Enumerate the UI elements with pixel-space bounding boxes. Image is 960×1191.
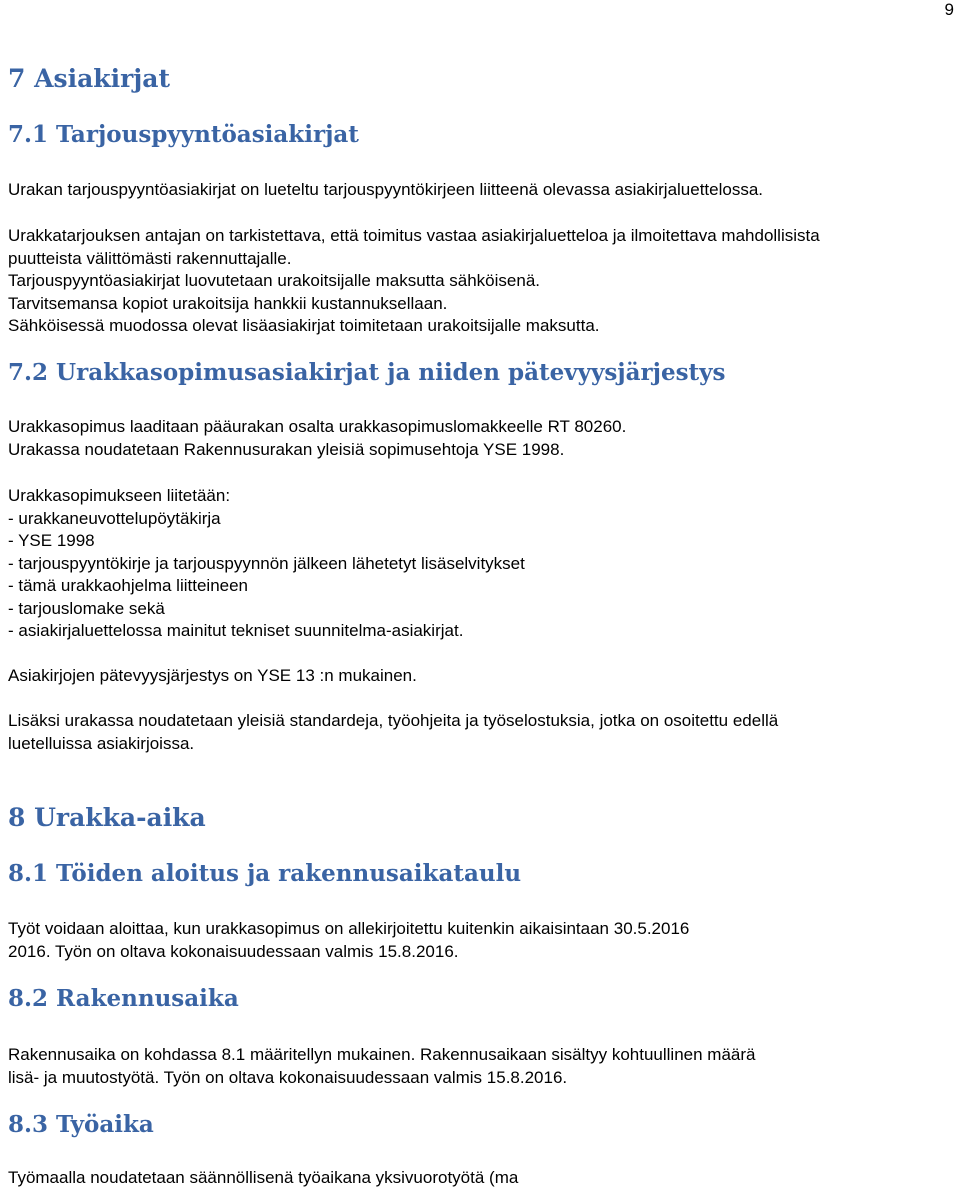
paragraph-7-2-attachments xyxy=(8,485,525,643)
list-intro: Urakkasopimukseen liitetään: xyxy=(8,486,231,505)
paragraph-7-2-contract xyxy=(8,416,626,461)
list-item: - urakkaneuvottelupöytäkirja xyxy=(8,508,221,528)
list-item: - YSE 1998 xyxy=(8,531,95,550)
text-line: Sähköisessä muodossa olevat lisäasiakirjat toimitetaan urakoitsijalle maksutta. xyxy=(8,316,600,335)
list-item: - asiakirjaluettelossa mainitut tekniset suunnitelma-asiakirjat. xyxy=(8,621,464,640)
text-line: Urakassa noudatetaan Rakennusurakan yleisiä sopimusehtoja YSE 1998. xyxy=(8,439,565,459)
paragraph-7-2-precedence: Asiakirjojen pätevyysjärjestys on YSE 13 :n mukainen. xyxy=(8,666,417,685)
paragraph-8-3: Työmaalla noudatetaan säännöllisenä työaikana yksivuorotyötä (ma xyxy=(8,1168,519,1187)
text-line: lisä- ja muutostyötä. Työn on oltava kokonaisuudessaan valmis 15.8.2016. xyxy=(8,1067,568,1087)
list-item: - tämä urakkaohjelma liitteineen xyxy=(8,576,249,595)
text-line: luetelluissa asiakirjoissa. xyxy=(8,733,195,753)
subsection-title-8-2: 8.2 Rakennusaika xyxy=(8,985,239,1012)
text-line: Työt voidaan aloittaa, kun urakkasopimus on allekirjoitettu kuitenkin aikaisintaan 30.5.2016 xyxy=(8,919,690,938)
section-title-7: 7 Asiakirjat xyxy=(8,64,171,93)
subsection-title-7-1: 7.1 Tarjouspyyntöasiakirjat xyxy=(8,121,359,148)
paragraph-7-1-intro: Urakan tarjouspyyntöasiakirjat on lueteltu tarjouspyyntökirjeen liitteenä olevassa asiakirjaluettelossa. xyxy=(8,180,764,199)
subsection-title-7-2: 7.2 Urakkasopimusasiakirjat ja niiden pätevyysjärjestys xyxy=(8,359,726,386)
paragraph-7-1-details xyxy=(8,225,820,338)
page-number: 9 xyxy=(944,0,954,19)
text-line: Urakkasopimus laaditaan pääurakan osalta urakkasopimuslomakkeelle RT 80260. xyxy=(8,417,627,436)
text-line: puutteista välittömästi rakennuttajalle. xyxy=(8,248,292,268)
text-line: Tarjouspyyntöasiakirjat luovutetaan urakoitsijalle maksutta sähköisenä. xyxy=(8,271,541,290)
text-line: Rakennusaika on kohdassa 8.1 määritellyn mukainen. Rakennusaikaan sisältyy kohtuullinen määrä xyxy=(8,1045,756,1064)
subsection-title-8-3: 8.3 Työaika xyxy=(8,1111,154,1138)
section-title-8: 8 Urakka-aika xyxy=(8,803,206,832)
text-line: 2016. Työn on oltava kokonaisuudessaan valmis 15.8.2016. xyxy=(8,941,459,961)
list-item: - tarjouslomake sekä xyxy=(8,598,165,618)
paragraph-8-2 xyxy=(8,1044,756,1089)
subsection-title-8-1: 8.1 Töiden aloitus ja rakennusaikataulu xyxy=(8,860,522,887)
text-line: Lisäksi urakassa noudatetaan yleisiä standardeja, työohjeita ja työselostuksia, jotka on osoitettu edellä xyxy=(8,711,779,730)
text-line: Urakkatarjouksen antajan on tarkistettava, että toimitus vastaa asiakirjaluetteloa ja ilmoitettava mahdollisista xyxy=(8,226,820,245)
paragraph-7-2-standards xyxy=(8,710,778,755)
list-item: - tarjouspyyntökirje ja tarjouspyynnön jälkeen lähetetyt lisäselvitykset xyxy=(8,553,525,573)
paragraph-8-1 xyxy=(8,918,689,963)
text-line: Tarvitsemansa kopiot urakoitsija hankkii kustannuksellaan. xyxy=(8,293,448,313)
